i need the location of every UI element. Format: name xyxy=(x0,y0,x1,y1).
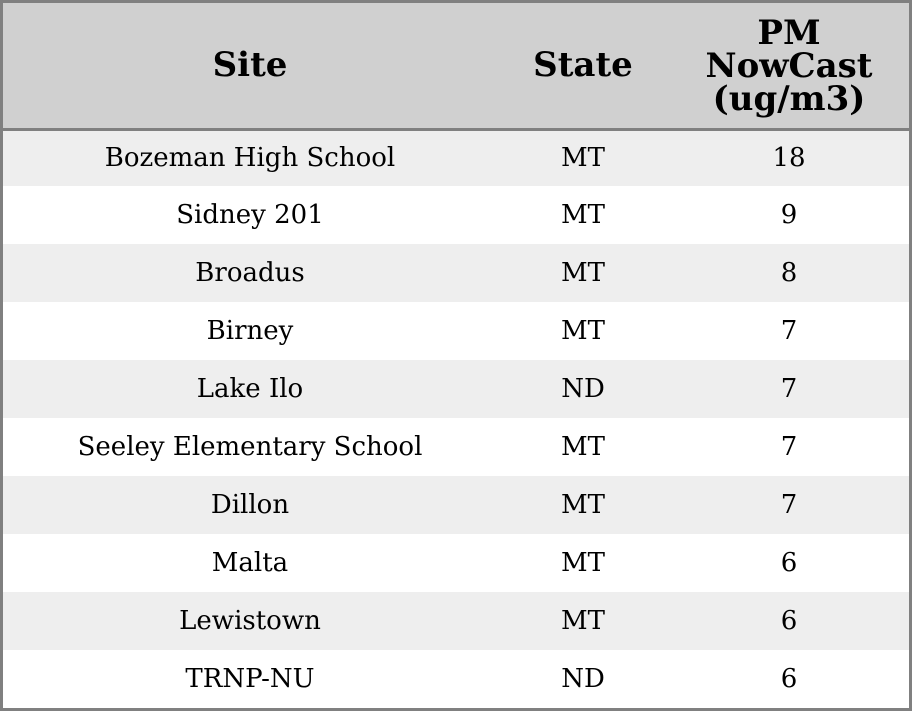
cell-site: Sidney 201 xyxy=(176,200,324,230)
table-row xyxy=(3,650,909,708)
column-header-pm-line-1: PM xyxy=(757,12,821,53)
cell-site: Lake Ilo xyxy=(196,374,304,404)
column-header-pm-line-3: (ug/m3) xyxy=(712,78,866,119)
cell-state: MT xyxy=(561,490,605,520)
table-row xyxy=(3,129,909,186)
cell-site: Bozeman High School xyxy=(104,143,396,174)
cell-pm-nowcast: 7 xyxy=(780,374,798,404)
table-row xyxy=(3,302,909,360)
cell-site: Malta xyxy=(211,548,289,578)
column-header-pm-line-2: NowCast xyxy=(705,45,873,86)
cell-pm-nowcast: 7 xyxy=(780,490,798,520)
column-header-state: State xyxy=(533,44,633,85)
cell-state: MT xyxy=(561,606,605,636)
table-row xyxy=(3,476,909,534)
cell-pm-nowcast: 7 xyxy=(780,432,798,462)
cell-state: MT xyxy=(561,432,605,462)
cell-pm-nowcast: 6 xyxy=(780,664,798,694)
cell-state: MT xyxy=(561,143,605,174)
table-row xyxy=(3,360,909,418)
cell-state: MT xyxy=(561,200,605,230)
table-row xyxy=(3,244,909,302)
cell-pm-nowcast: 18 xyxy=(772,143,806,174)
cell-site: TRNP-NU xyxy=(185,664,315,694)
table-header xyxy=(3,3,909,129)
pm-nowcast-table xyxy=(3,3,909,708)
cell-state: MT xyxy=(561,316,605,346)
cell-pm-nowcast: 6 xyxy=(780,606,798,636)
cell-pm-nowcast: 8 xyxy=(780,258,798,288)
column-header-pm-nowcast xyxy=(669,3,909,129)
table-body xyxy=(3,129,909,708)
cell-site: Broadus xyxy=(195,258,305,288)
cell-pm-nowcast: 7 xyxy=(780,316,798,346)
header-row xyxy=(3,3,909,129)
table-row xyxy=(3,186,909,244)
table-row xyxy=(3,534,909,592)
cell-site: Birney xyxy=(206,316,294,346)
cell-state: ND xyxy=(561,664,605,694)
cell-site: Lewistown xyxy=(179,606,321,636)
cell-pm-nowcast: 9 xyxy=(780,200,798,230)
cell-pm-nowcast: 6 xyxy=(780,548,798,578)
column-header-site: Site xyxy=(212,44,288,85)
cell-site: Dillon xyxy=(210,490,290,520)
table-row xyxy=(3,418,909,476)
cell-site: Seeley Elementary School xyxy=(77,432,423,462)
cell-state: MT xyxy=(561,548,605,578)
cell-state: MT xyxy=(561,258,605,288)
table-row xyxy=(3,592,909,650)
cell-state: ND xyxy=(561,374,605,404)
